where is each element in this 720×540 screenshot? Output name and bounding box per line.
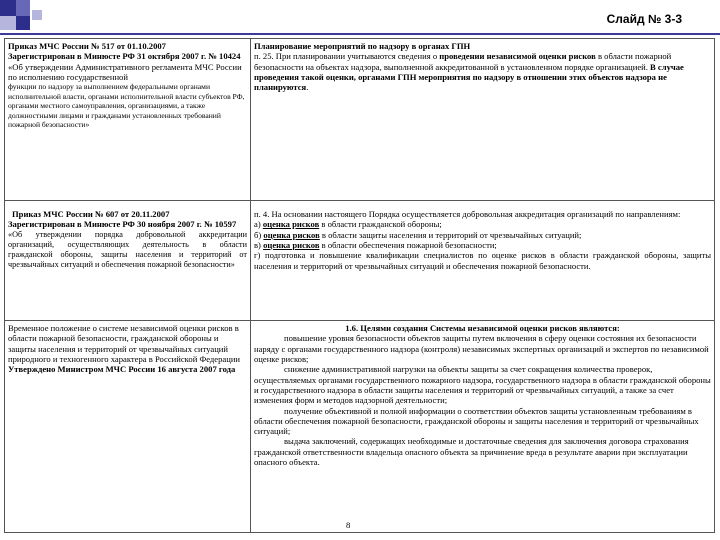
- provision-text: Временное положение о системе независимой оценки рисков в области пожарной безопасности, гражданской обороны и защиты населения и территорий от чрезвычайных ситуаций природного и техногенного характера в Российской Федерации: [8, 323, 241, 364]
- order-about: «Об утверждении порядка добровольной аккредитации организаций, осуществляющих деятельность в области гражданской обороны, защиты населения и территорий от чрезвычайных ситуаций и обеспечения пожарной безопасности»: [8, 229, 247, 270]
- text-fragment: п. 25. При планировании учитываются сведения о: [254, 51, 440, 62]
- page-number: 8: [346, 519, 351, 530]
- header-square-light: [0, 16, 16, 30]
- table-row: [5, 39, 715, 201]
- text-fragment: в области пожарной безопасности на объектах надзора, выполненной аккредитованной в установленном порядке организацией.: [254, 51, 672, 72]
- text-fragment-bold: оценка рисков: [263, 229, 320, 240]
- row3-right-cell: [251, 321, 715, 533]
- header-square-light-2: [32, 10, 42, 20]
- text-fragment-bold: оценка рисков: [263, 239, 320, 250]
- text-fragment: .: [306, 82, 309, 93]
- goal-item: повышение уровня безопасности объектов защиты путем включения в сферу оценки состояния их безопасности наряду с органами государственного надзора (контроля) независимых экспертных организаций и экспертов по независимой оценке рисков;: [254, 333, 709, 364]
- header-square-dark-2: [16, 16, 30, 30]
- header-square-dark: [0, 0, 16, 16]
- provision-approved: Утверждено Министром МЧС России 16 августа 2007 года: [8, 364, 236, 375]
- list-item: б) оценка рисков в области защиты населения и территорий от чрезвычайных ситуаций;: [254, 229, 582, 240]
- header-divider: [0, 33, 720, 35]
- order-title: Приказ МЧС России № 517 от 01.10.2007: [8, 41, 166, 51]
- goal-item: снижение административной нагрузки на объекты защиты за счет сокращения количества проверок, осуществляемых органами государственного пожарного надзора, государственного надзора в области гражданской обороны и государственного надзора в области защиты населения и территорий от чрезвычайных ситуаций, а также за счет изменения форм и методов надзорной деятельности;: [254, 364, 711, 406]
- row1-left-cell: [5, 39, 251, 201]
- table-row: [5, 201, 715, 321]
- goal-item: получение объективной и полной информации о соответствии объектов защиты установленным требованиям в области обеспечения пожарной безопасности, гражданской обороны и защиты населения и территорий от чрезвычайных ситуаций;: [254, 405, 699, 437]
- section-title: Планирование мероприятий по надзору в органах ГПН: [254, 41, 471, 51]
- goal-item: выдача заключений, содержащих необходимые и достаточные сведения для заключения договора страхования гражданской ответственности владельца опасного объекта за причинение вреда в результате аварии при эксплуатации опасного объекта.: [254, 436, 689, 468]
- row3-left-cell: [5, 321, 251, 533]
- content-table: [4, 38, 715, 533]
- order-registration: Зарегистрирован в Минюсте РФ 30 ноября 2007 г. № 10597: [8, 219, 237, 230]
- header-square-mid: [16, 0, 30, 16]
- order-about: «Об утверждении Административного регламента МЧС России по исполнению государственной: [8, 61, 242, 82]
- section-title: 1.6. Целями создания Системы независимой оценки рисков являются:: [345, 323, 620, 333]
- order-title: Приказ МЧС России № 607 от 20.11.2007: [12, 209, 170, 219]
- slide-number: Слайд № 3-3: [606, 12, 682, 26]
- table-row: [5, 321, 715, 533]
- order-body: функции по надзору за выполнением федеральными органами исполнительной власти, органами исполнительной власти субъектов РФ, органами местного самоуправления, организациями, а также должностными лицами и гражданами установленных требований пожарной безопасности»: [8, 82, 245, 130]
- accreditation-intro: п. 4. На основании настоящего Порядка осуществляется добровольная аккредитация организаций по направлениям:: [254, 209, 681, 219]
- list-item: г) подготовка и повышение квалификации специалистов по оценке рисков в области гражданской обороны, защиты населения и территорий от чрезвычайных ситуаций и обеспечения пожарной безопасности.: [254, 250, 711, 271]
- text-fragment-bold: В случае проведения такой оценки, органами ГПН мероприятия по надзору в отношении этих объектов надзора не планируются: [254, 61, 684, 93]
- list-item: в) оценка рисков в области обеспечения пожарной безопасности;: [254, 239, 497, 250]
- row2-left-cell: [5, 201, 251, 321]
- row1-right-cell: [251, 39, 715, 201]
- text-fragment-bold: оценка рисков: [262, 219, 320, 230]
- text-fragment-bold: проведении независимой оценки рисков: [439, 51, 596, 62]
- row2-right-cell: [251, 201, 715, 321]
- list-item: а) оценка рисков в области гражданской обороны;: [254, 219, 442, 230]
- order-registration: Зарегистрирован в Минюсте РФ 31 октября 2007 г. № 10424: [8, 51, 241, 62]
